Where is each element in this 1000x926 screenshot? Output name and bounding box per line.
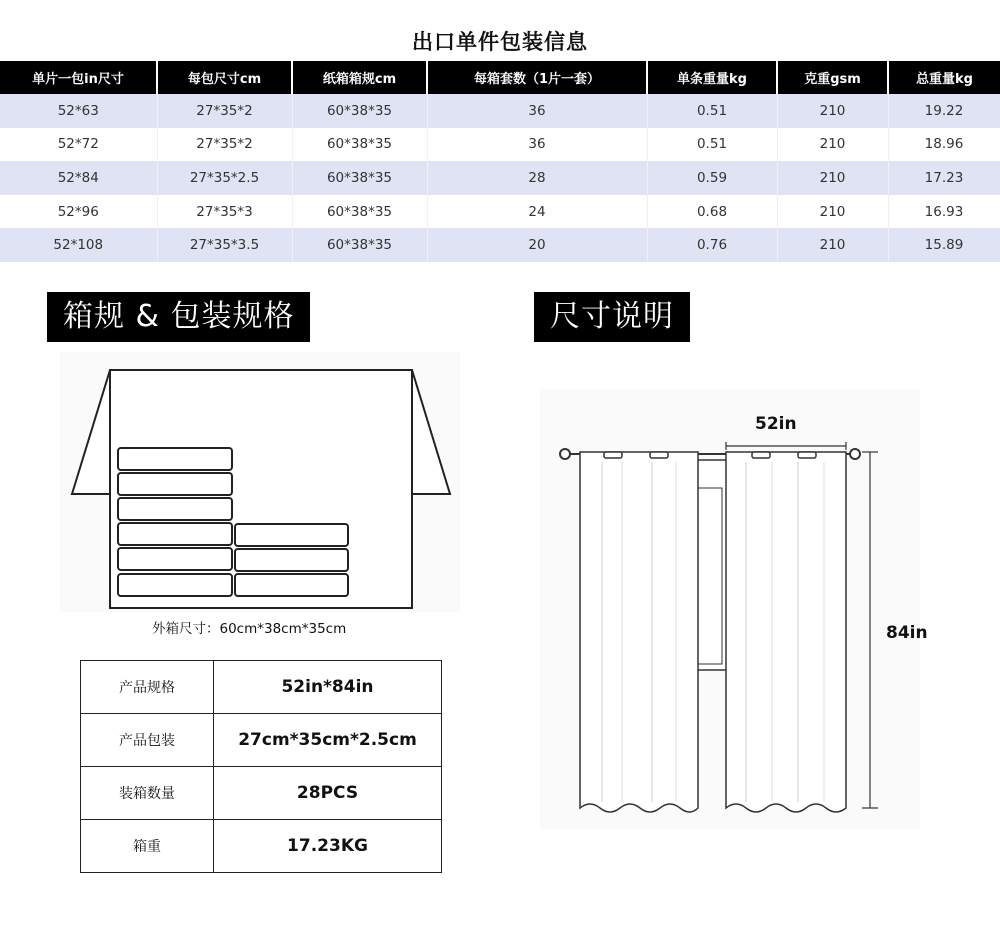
grommet (650, 452, 668, 458)
table-cell: 210 (777, 195, 888, 229)
info-value: 27cm*35cm*2.5cm (214, 714, 442, 767)
column-header: 每箱套数（1片一套） (427, 61, 647, 94)
table-cell: 15.89 (888, 228, 1000, 262)
outer-box-size: 外箱尺寸：60cm*38cm*35cm (152, 621, 347, 637)
curtain-size-illustration (540, 390, 920, 830)
table-cell: 60*38*35 (292, 228, 427, 262)
window-pane (698, 488, 722, 664)
table-row (0, 94, 1000, 128)
table-cell: 60*38*35 (292, 195, 427, 229)
column-header: 单条重量kg (647, 61, 777, 94)
package-block (118, 523, 232, 545)
column-header: 单片一包in尺寸 (0, 61, 157, 94)
table-cell: 0.51 (647, 94, 777, 128)
table-row (0, 128, 1000, 162)
table-cell: 36 (427, 94, 647, 128)
table-cell: 210 (777, 94, 888, 128)
table-cell: 0.51 (647, 128, 777, 162)
packing-spec-table (0, 61, 1000, 262)
package-block (118, 448, 232, 470)
rod-finial-right (850, 449, 860, 459)
table-row (81, 767, 442, 820)
table-header-row (0, 61, 1000, 94)
table-cell: 0.68 (647, 195, 777, 229)
left-curtain-panel (580, 452, 698, 812)
right-curtain-panel (726, 452, 846, 812)
table-cell: 27*35*3.5 (157, 228, 292, 262)
package-block (118, 548, 232, 570)
table-cell: 210 (777, 228, 888, 262)
page-title: 出口单件包装信息 (412, 30, 588, 54)
package-block (235, 524, 348, 546)
width-label: 52in (755, 414, 797, 434)
info-key: 产品规格 (81, 661, 214, 714)
package-block (118, 473, 232, 495)
table-cell: 60*38*35 (292, 161, 427, 195)
column-header: 总重量kg (888, 61, 1000, 94)
table-cell: 27*35*2.5 (157, 161, 292, 195)
column-header: 克重gsm (777, 61, 888, 94)
table-cell: 0.76 (647, 228, 777, 262)
table-cell: 60*38*35 (292, 94, 427, 128)
table-row (0, 161, 1000, 195)
package-block (118, 498, 232, 520)
info-key: 产品包装 (81, 714, 214, 767)
table-cell: 24 (427, 195, 647, 229)
carton-box-illustration (60, 352, 460, 612)
table-cell: 28 (427, 161, 647, 195)
package-block (235, 574, 348, 596)
info-value: 17.23KG (214, 820, 442, 873)
table-cell: 52*96 (0, 195, 157, 229)
table-cell: 52*63 (0, 94, 157, 128)
table-cell: 27*35*3 (157, 195, 292, 229)
table-cell: 36 (427, 128, 647, 162)
grommet (604, 452, 622, 458)
table-row (0, 195, 1000, 229)
package-block (118, 574, 232, 596)
table-cell: 19.22 (888, 94, 1000, 128)
table-cell: 0.59 (647, 161, 777, 195)
grommet (752, 452, 770, 458)
info-value: 28PCS (214, 767, 442, 820)
size-section-label: 尺寸说明 (534, 292, 690, 342)
table-cell: 27*35*2 (157, 94, 292, 128)
column-header: 每包尺寸cm (157, 61, 292, 94)
table-cell: 210 (777, 128, 888, 162)
table-row (81, 820, 442, 873)
grommet (798, 452, 816, 458)
table-row (81, 714, 442, 767)
table-cell: 52*108 (0, 228, 157, 262)
table-row (81, 661, 442, 714)
table-cell: 16.93 (888, 195, 1000, 229)
table-cell: 27*35*2 (157, 128, 292, 162)
info-key: 箱重 (81, 820, 214, 873)
table-cell: 17.23 (888, 161, 1000, 195)
table-cell: 18.96 (888, 128, 1000, 162)
height-label: 84in (886, 623, 928, 643)
table-cell: 52*72 (0, 128, 157, 162)
info-key: 装箱数量 (81, 767, 214, 820)
table-cell: 20 (427, 228, 647, 262)
info-value: 52in*84in (214, 661, 442, 714)
package-info-table (80, 660, 442, 873)
package-block (235, 549, 348, 571)
table-cell: 52*84 (0, 161, 157, 195)
rod-finial-left (560, 449, 570, 459)
table-row (0, 228, 1000, 262)
packing-section-label: 箱规 & 包装规格 (47, 292, 310, 342)
table-cell: 210 (777, 161, 888, 195)
column-header: 纸箱箱规cm (292, 61, 427, 94)
table-cell: 60*38*35 (292, 128, 427, 162)
